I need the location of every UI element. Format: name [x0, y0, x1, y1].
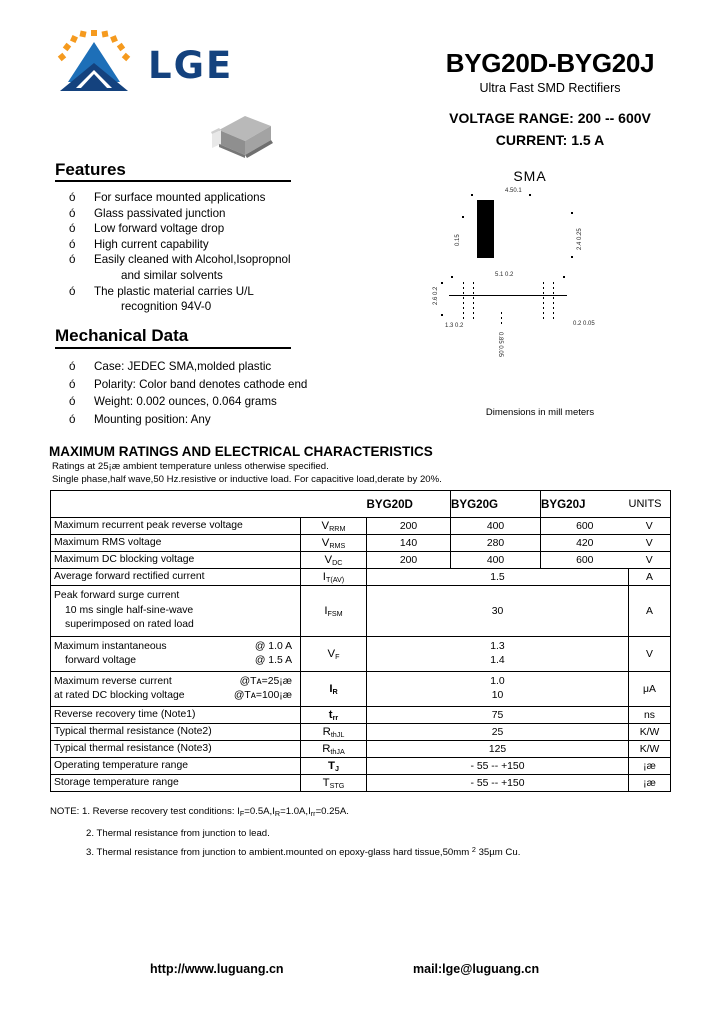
- list-item-label: Mounting position: Any: [94, 412, 211, 426]
- table-row: [51, 724, 671, 741]
- row-desc: Maximum recurrent peak reverse voltage: [54, 519, 243, 531]
- table-row: [51, 672, 671, 707]
- row-value-g: 400: [451, 552, 541, 569]
- bullet-glyph: ó: [69, 253, 76, 267]
- bullet-glyph: ó: [69, 206, 76, 220]
- row-desc: Maximum DC blocking voltage: [54, 553, 195, 565]
- dim-right-height: 2.4 0.25: [577, 228, 583, 250]
- list-item-label: Weight: 0.002 ounces, 0.064 grams: [94, 395, 277, 408]
- table-row: [51, 707, 671, 724]
- mechanical-list: [55, 358, 355, 428]
- row-value-d: 200: [367, 518, 451, 535]
- row-value-span: 30: [367, 586, 629, 637]
- row-value-span: 25: [367, 724, 629, 741]
- package-photo: [207, 110, 277, 162]
- list-item-label: High current capability: [94, 237, 209, 251]
- row-symbol: $V_F$: [301, 637, 367, 672]
- drawing-caption: Dimensions in mill meters: [485, 407, 595, 418]
- row-desc: Maximum RMS voltage: [54, 536, 162, 548]
- ratings-note-1: Ratings at 25¡æ ambient temperature unless otherwise specified.: [52, 461, 329, 472]
- bullet-glyph: ó: [69, 360, 76, 373]
- bullet-glyph: ó: [69, 222, 76, 236]
- list-item: [55, 237, 345, 253]
- header-symbol: [301, 491, 367, 518]
- list-item: [55, 284, 345, 300]
- list-item: [55, 190, 345, 206]
- dim-pad-height: 2.6 0.2: [433, 286, 439, 305]
- bullet-glyph: ó: [69, 284, 76, 298]
- header-byg20g: BYG20G: [451, 491, 541, 518]
- page-subtitle: Ultra Fast SMD Rectifiers: [479, 81, 621, 95]
- row-units: ns: [629, 707, 671, 724]
- note-2: 2. Thermal resistance from junction to lead.: [86, 828, 270, 839]
- row-condition-2: @ 1.5 A: [254, 655, 292, 666]
- row-desc: Operating temperature range: [54, 759, 189, 771]
- features-heading: Features: [55, 160, 126, 179]
- list-item-label: Easily cleaned with Alcohol,Isopropnol: [94, 253, 291, 267]
- row-condition-2: @Tᴀ=100¡æ: [233, 690, 292, 701]
- row-units: V: [629, 535, 671, 552]
- row-symbol: $R_{thJL}$: [301, 724, 367, 741]
- row-value-span: - 55 -- +150: [367, 758, 629, 775]
- row-desc: Reverse recovery time (Note1): [54, 708, 196, 720]
- row-units: K/W: [629, 724, 671, 741]
- row-symbol: $T_{STG}$: [301, 775, 367, 792]
- dim-top-width: 4.50.1: [505, 188, 522, 194]
- row-desc: Maximum reverse current @Tᴀ=25¡æ: [51, 675, 300, 690]
- brand-text: LGE: [148, 44, 234, 87]
- row-value-span: 1.5: [367, 569, 629, 586]
- mechanical-divider: [55, 347, 291, 349]
- list-item-label: Low forward voltage drop: [94, 222, 225, 236]
- ratings-note-2: Single phase,half wave,50 Hz.resistive or inductive load. For capacitive load,derate by 20%.: [52, 474, 442, 485]
- row-desc-2: 10 ms single half-sine-wave: [65, 604, 194, 616]
- note-3: 3. Thermal resistance from junction to ambient.mounted on epoxy-glass hard tissue,50mm $^2$ 35µm Cu.: [86, 845, 521, 858]
- table-row: [51, 535, 671, 552]
- table-header-row: [51, 491, 671, 518]
- dim-lead-right: 0.2 0.05: [573, 321, 595, 327]
- header-byg20j: BYG20J: [541, 491, 629, 518]
- bullet-glyph: ó: [69, 237, 76, 251]
- dim-lead-bottom: 0.85 0.05: [497, 332, 503, 358]
- table-row: [51, 586, 671, 637]
- row-units: A: [629, 586, 671, 637]
- list-item: [55, 252, 345, 268]
- row-units: ¡æ: [629, 775, 671, 792]
- package-dimension-drawing: [425, 190, 695, 405]
- row-value-d: 140: [367, 535, 451, 552]
- device-body-shape: [477, 200, 494, 258]
- list-item: [55, 411, 355, 429]
- bullet-glyph: ó: [69, 191, 76, 204]
- row-units: K/W: [629, 741, 671, 758]
- row-symbol: $I_{T(AV)}$: [301, 569, 367, 586]
- features-divider: [55, 180, 291, 182]
- table-row: [51, 552, 671, 569]
- row-condition-1: @Tᴀ=25¡æ: [239, 675, 292, 687]
- bullet-glyph: ó: [69, 395, 76, 408]
- features-list: [55, 190, 345, 315]
- row-value-j: 600: [541, 552, 629, 569]
- row-symbol: $V_{RRM}$: [301, 518, 367, 535]
- list-item-label: For surface mounted applications: [94, 191, 266, 204]
- row-symbol: $T_J$: [301, 758, 367, 775]
- row-value-span: 125: [367, 741, 629, 758]
- specifications-table: [50, 490, 671, 792]
- list-item-continuation: recognition 94V-0: [121, 300, 212, 314]
- page-title: BYG20D-BYG20J: [445, 48, 655, 78]
- current-rating: CURRENT: 1.5 A: [495, 132, 605, 148]
- mechanical-heading: Mechanical Data: [55, 326, 189, 345]
- row-units: μA: [629, 672, 671, 707]
- row-symbol: $V_{DC}$: [301, 552, 367, 569]
- table-row: [51, 741, 671, 758]
- list-item: [55, 206, 345, 222]
- lge-mountain-icon: [52, 30, 140, 92]
- header-byg20d: BYG20D: [367, 491, 451, 518]
- row-value-d: 200: [367, 552, 451, 569]
- header-units: UNITS: [629, 491, 671, 518]
- row-symbol: $I_{FSM}$: [301, 586, 367, 637]
- list-item-label: Glass passivated junction: [94, 206, 226, 220]
- row-condition-1: @ 1.0 A: [254, 640, 292, 652]
- list-item: [55, 393, 355, 411]
- row-units: ¡æ: [629, 758, 671, 775]
- voltage-range: VOLTAGE RANGE: 200 -- 600V: [449, 110, 651, 126]
- row-value-g: 280: [451, 535, 541, 552]
- row-desc: Storage temperature range: [54, 776, 179, 788]
- row-symbol: $V_{RMS}$: [301, 535, 367, 552]
- row-value-span: 1.3 1.4: [367, 637, 629, 672]
- package-type-label: SMA: [513, 168, 547, 184]
- row-value-span: - 55 -- +150: [367, 775, 629, 792]
- list-item: [55, 358, 355, 376]
- list-item-label: The plastic material carries U/L: [94, 284, 254, 298]
- row-units: A: [629, 569, 671, 586]
- table-row: [51, 637, 671, 672]
- row-desc: Peak forward surge current: [54, 590, 180, 602]
- row-desc: Typical thermal resistance (Note3): [54, 742, 212, 754]
- dim-pad-width: 5.1 0.2: [495, 272, 514, 278]
- footer-website[interactable]: http://www.luguang.cn: [150, 962, 284, 976]
- row-value-j: 420: [541, 535, 629, 552]
- list-item: [55, 221, 345, 237]
- table-row: [51, 775, 671, 792]
- footer-email[interactable]: mail:lge@luguang.cn: [413, 962, 540, 976]
- row-desc-3: superimposed on rated load: [65, 619, 194, 631]
- dim-lead-left: 1.3 0.2: [445, 323, 464, 329]
- row-value-j: 600: [541, 518, 629, 535]
- table-row: [51, 569, 671, 586]
- row-desc: Average forward rectified current: [54, 570, 205, 582]
- list-item-continuation: and similar solvents: [121, 268, 223, 282]
- row-units: V: [629, 637, 671, 672]
- list-item: [55, 376, 355, 394]
- bullet-glyph: ó: [69, 377, 76, 391]
- row-symbol: $t_{rr}$: [301, 707, 367, 724]
- row-symbol: $R_{thJA}$: [301, 741, 367, 758]
- header-blank: [51, 491, 301, 518]
- company-logo: [52, 28, 342, 96]
- row-units: V: [629, 518, 671, 535]
- row-desc: Typical thermal resistance (Note2): [54, 725, 212, 737]
- table-row: [51, 518, 671, 535]
- list-item-label: Polarity: Color band denotes cathode end: [94, 377, 308, 391]
- dim-left-height: 0.15: [455, 234, 461, 246]
- row-desc-2: at rated DC blocking voltage @Tᴀ=100¡æ: [51, 689, 300, 704]
- row-units: V: [629, 552, 671, 569]
- row-value-g: 400: [451, 518, 541, 535]
- list-item-label: Case: JEDEC SMA,molded plastic: [94, 360, 272, 373]
- note-1: NOTE: 1. Reverse recovery test conditions: $I_F=0.5A,I_R=1.0A,I_{rr}=0.25A$.: [50, 806, 349, 818]
- bullet-glyph: ó: [69, 412, 76, 426]
- table-row: [51, 758, 671, 775]
- row-value-span: 75: [367, 707, 629, 724]
- ratings-heading: MAXIMUM RATINGS AND ELECTRICAL CHARACTERISTICS: [49, 444, 433, 459]
- row-value-span: 1.0 10: [367, 672, 629, 707]
- row-desc: Maximum instantaneous @ 1.0 A: [51, 640, 300, 655]
- row-desc-2: forward voltage @ 1.5 A: [51, 654, 300, 669]
- row-symbol: $I_R$: [301, 672, 367, 707]
